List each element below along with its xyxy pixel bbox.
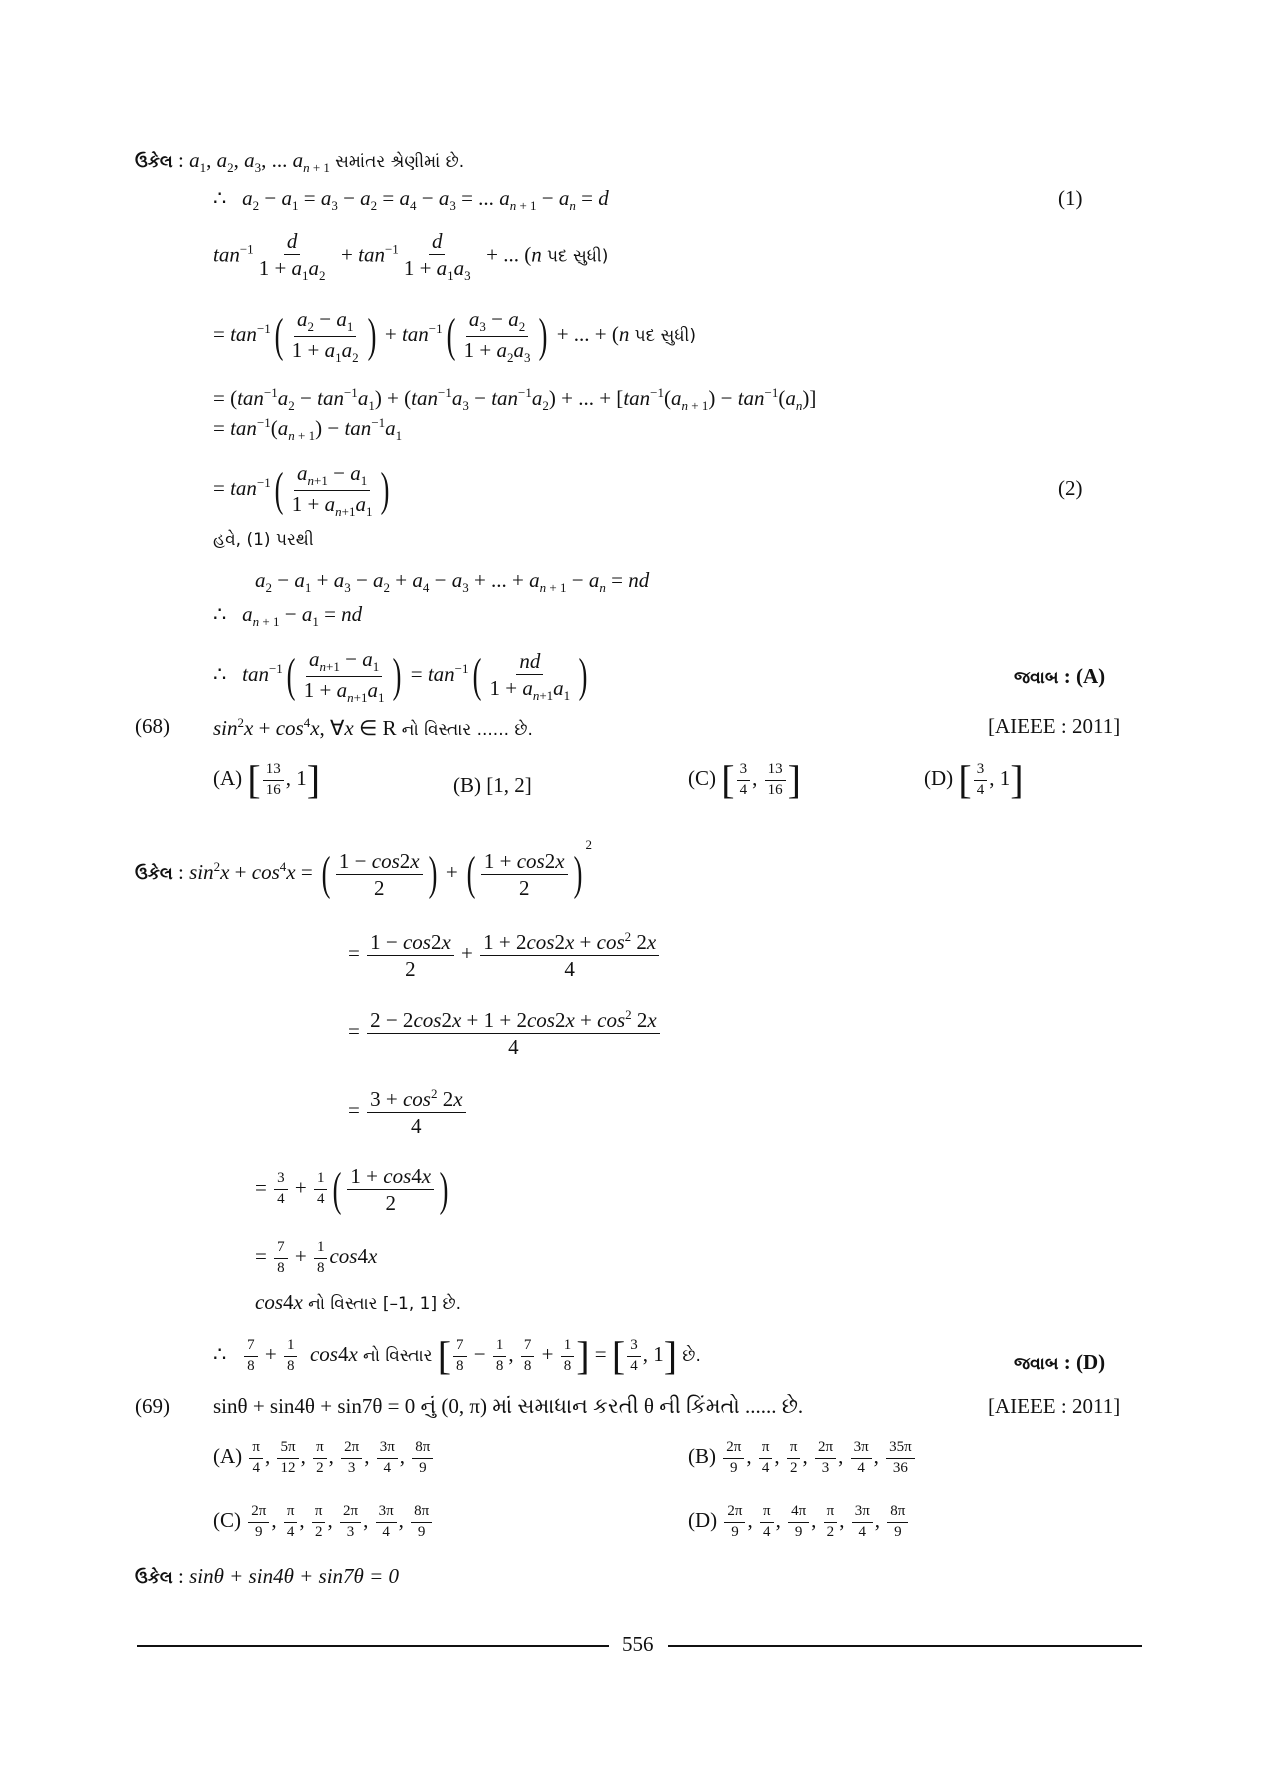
upto-n-text-2: પદ સુધી) bbox=[634, 326, 697, 347]
equation-common-difference: ∴ $a_2 - a_1 = a_3 - a_2 = a_4 - a_3$ = ... $a_{n + 1} - a_n = d$ bbox=[213, 186, 609, 214]
option-68-a: (A) [ $\frac{13}{16}$ , 1] bbox=[213, 757, 321, 802]
question-68-number: (68) bbox=[135, 714, 170, 738]
equation-number-2: (2) bbox=[1058, 476, 1083, 500]
question-69-text: sinθ + sin4θ + sin7θ = 0 નું (0, π) માં સમાધાન કરતી θ ની કિંમતો ...... છે. bbox=[213, 1394, 804, 1418]
solution-68-step-3: = $\frac{3 + \cos^2 2x}{4}$ bbox=[348, 1087, 468, 1137]
upto-n-text-1: પદ સુધી) bbox=[547, 246, 609, 267]
ap-intro-text: સમાંતર શ્રેણીમાં છે. bbox=[335, 152, 465, 172]
option-68-b: (B) [1, 2] bbox=[453, 773, 532, 797]
option-68-c: (C) [ $\frac{3}{4}$ , $\frac{13}{16}$ ] bbox=[688, 757, 801, 802]
equation-telescoping: = $(\tan^{-1}a_2 - \tan^{-1}a_1) + (\tan^{-1}a_3 - \tan^{-1}a_2)$ + ... + $[\tan^{-1}(a_{n + 1}) - \tan^{-1}(a_n)]$ bbox=[213, 385, 817, 414]
answer-68: જવાબ : (D) bbox=[1014, 1350, 1106, 1374]
answer-67: જવાબ : (A) bbox=[1014, 664, 1106, 688]
option-69-d: (D) $\frac{2\pi}{9}$ , $\frac{\pi}{4}$ , $\frac{4\pi}{9}$ , $\frac{\pi}{2}$ , $\frac{3\pi}{4}$ , $\frac{8\pi}{9}$ bbox=[688, 1504, 910, 1541]
equation-nd: ∴ $a_{n + 1} - a_1$ = nd bbox=[213, 602, 363, 630]
solution-68-conclusion: ∴ $\frac{7}{8}$ + $\frac{1}{8}$ cos4x નો વિસ્તાર [ $\frac{7}{8}$ − $\frac{1}{8}$ , $\frac{7}{8}$ + $\frac{1}{8}$ ] = [ $\frac{3}{4}$ , 1] છે. bbox=[213, 1333, 701, 1378]
question-68-text: $\sin^2x + \cos^4x$, ∀x ∈ R નો વિસ્તાર ...... છે. bbox=[213, 715, 533, 740]
solution-68-range-note: cos4x નો વિસ્તાર [–1, 1] છે. bbox=[255, 1290, 462, 1314]
solution-line-1: ઉકેલ : $a_1$, $a_2$, $a_3$, ... $a_{n + 1}$ સમાંતર શ્રેણીમાં છે. bbox=[135, 148, 465, 176]
solution-68-step-5: = $\frac{7}{8}$ + $\frac{1}{8}$ cos4x bbox=[255, 1239, 378, 1276]
equation-sum-differences: $a_2 - a_1 + a_3 - a_2 + a_4 - a_3$ + ... + $a_{n + 1} - a_n$ = nd bbox=[255, 568, 650, 596]
solution-68-start: ઉકેલ : $\sin^2x + \cos^4x$ = ( $\frac{1 - \cos 2x}{2}$ ) + ( $\frac{1 + \cos 2x}{2}$ )$^2$ bbox=[135, 837, 593, 901]
option-69-c: (C) $\frac{2\pi}{9}$ , $\frac{\pi}{4}$ , $\frac{\pi}{2}$ , $\frac{2\pi}{3}$ , $\frac{3\pi}{4}$ , $\frac{8\pi}{9}$ bbox=[213, 1504, 434, 1541]
option-68-d: (D) [ $\frac{3}{4}$ , 1] bbox=[924, 757, 1024, 802]
question-69-number: (69) bbox=[135, 1394, 170, 1418]
equation-combined-tan: = $\tan^{-1}$( $\frac{a_{n+1} - a_1}{1 + a_{n+1}a_1}$ ) bbox=[213, 461, 390, 520]
solution-label: ઉકેલ bbox=[135, 152, 173, 172]
equation-telescoped: = $\tan^{-1}(a_{n + 1}) - \tan^{-1}a_1$ bbox=[213, 415, 403, 444]
option-69-a: (A) $\frac{\pi}{4}$ , $\frac{5\pi}{12}$ , $\frac{\pi}{2}$ , $\frac{2\pi}{3}$ , $\frac{3\pi}{4}$ , $\frac{8\pi}{9}$ bbox=[213, 1440, 435, 1477]
footer-rule-left bbox=[137, 1645, 609, 1647]
page-number: 556 bbox=[622, 1632, 654, 1656]
now-from-text: હવે, (1) પરથી bbox=[213, 530, 314, 550]
solution-68-step-4: = $\frac{3}{4}$ + $\frac{1}{4}$ ( $\frac{1 + \cos 4x}{2}$ ) bbox=[255, 1162, 449, 1216]
option-69-b: (B) $\frac{2\pi}{9}$ , $\frac{\pi}{4}$ , $\frac{\pi}{2}$ , $\frac{2\pi}{3}$ , $\frac{3\pi}{4}$ , $\frac{35\pi}{36}$ bbox=[688, 1440, 917, 1477]
solution-68-step-2: = $\frac{2 - 2\cos 2x + 1 + 2\cos 2x + \cos^2 2x}{4}$ bbox=[348, 1008, 662, 1058]
equation-difference-form: = $\tan^{-1}$( $\frac{a_2 - a_1}{1 + a_1a_2}$ ) + $\tan^{-1}$( $\frac{a_3 - a_2}{1 + a_2a_3}$ ) + ... + (n પદ સુધી) bbox=[213, 307, 697, 366]
question-69-source: [AIEEE : 2011] bbox=[988, 1394, 1121, 1418]
solution-68-step-1: = $\frac{1 - \cos 2x}{2}$ + $\frac{1 + 2\cos 2x + \cos^2 2x}{4}$ bbox=[348, 930, 661, 980]
solution-69-start: ઉકેલ : sinθ + sin4θ + sin7θ = 0 bbox=[135, 1564, 400, 1588]
equation-final-67: ∴ $\tan^{-1}$( $\frac{a_{n+1} - a_1}{1 + a_{n+1}a_1}$ ) = $\tan^{-1}$( $\frac{nd}{1 + a_{n+1}a_1}$ ) bbox=[213, 647, 588, 706]
question-68-source: [AIEEE : 2011] bbox=[988, 714, 1121, 738]
equation-tan-series: $\tan^{-1}$ $\frac{d}{1 + a_1a_2}$ + $\tan^{-1}$ $\frac{d}{1 + a_1a_3}$ + ... (n પદ સુધી) bbox=[213, 229, 609, 284]
footer-rule-right bbox=[668, 1645, 1142, 1647]
equation-number-1: (1) bbox=[1058, 186, 1083, 210]
